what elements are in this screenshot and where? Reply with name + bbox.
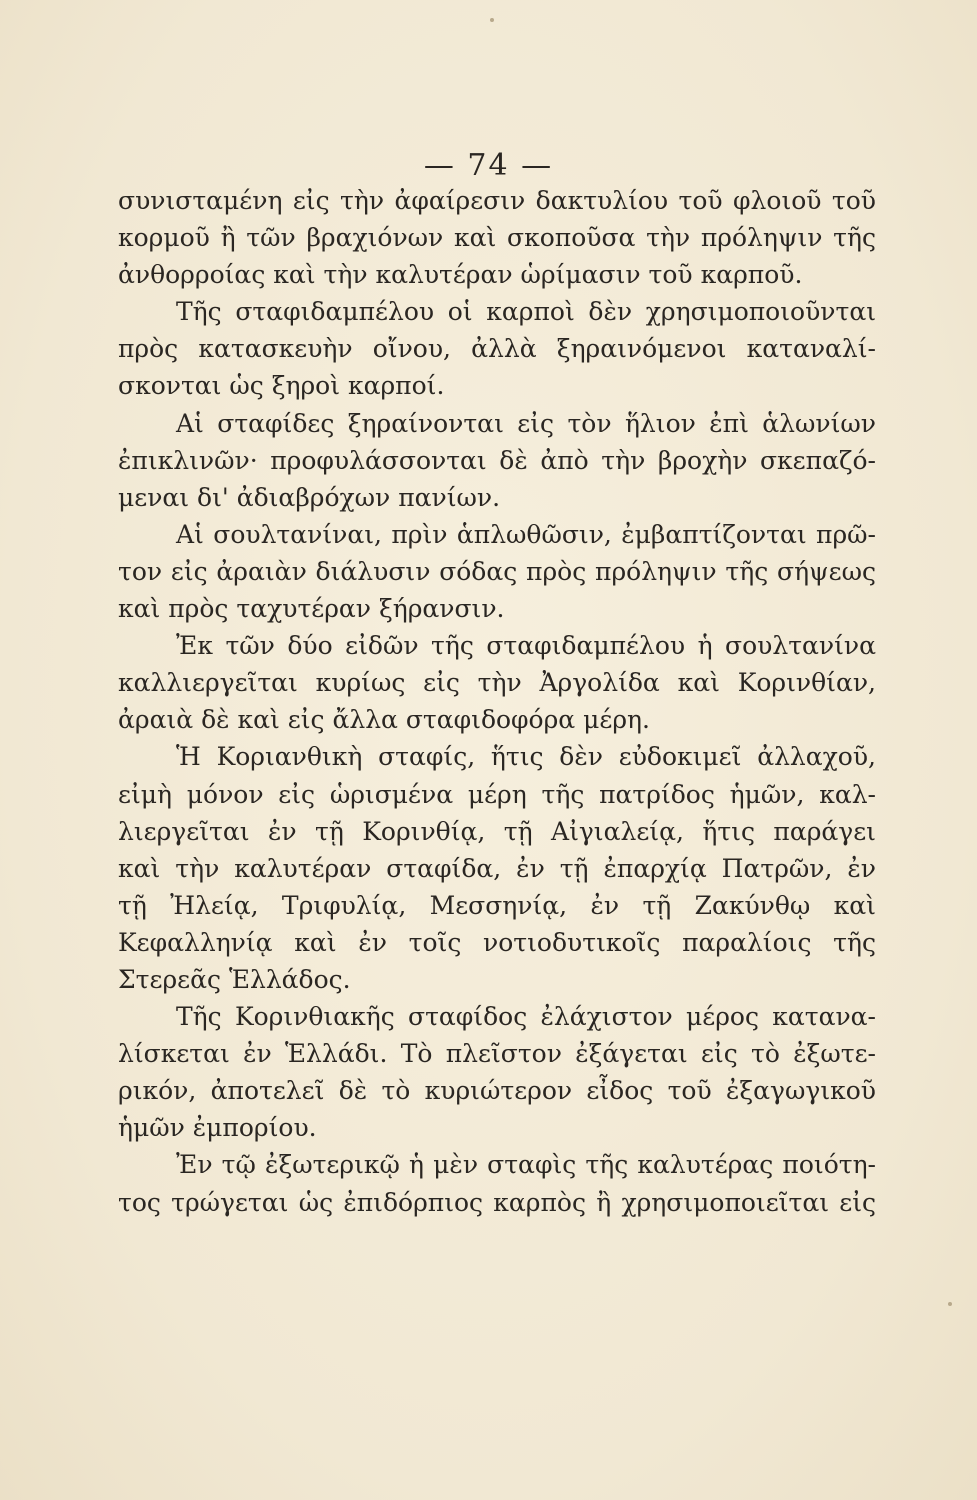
text-line: ρικόν, ἀποτελεῖ δὲ τὸ κυριώτερον εἶδος τοῦ ἐξαγωγικοῦ — [118, 1076, 876, 1106]
text-line: εἰμὴ μόνον εἰς ὡρισμένα μέρη τῆς πατρίδος ἡμῶν, καλ- — [118, 779, 876, 809]
text-line: Αἱ σταφίδες ξηραίνονται εἰς τὸν ἥλιον ἐπὶ ἁλωνίων — [176, 408, 876, 438]
paper-speck — [490, 18, 494, 22]
text-line: τον εἰς ἀραιὰν διάλυσιν σόδας πρὸς πρόληψιν τῆς σήψεως — [118, 556, 876, 586]
text-line: ἀνθορροίας καὶ τὴν καλυτέραν ὡρίμασιν τοῦ καρποῦ. — [118, 260, 803, 290]
text-line: λίσκεται ἐν Ἑλλάδι. Τὸ πλεῖστον ἐξάγεται εἰς τὸ ἐξωτε- — [118, 1039, 876, 1069]
text-line: καὶ πρὸς ταχυτέραν ξήρανσιν. — [118, 594, 505, 624]
text-line: καλλιεργεῖται κυρίως εἰς τὴν Ἀργολίδα καὶ Κορινθίαν, — [118, 668, 876, 698]
text-line: Ἐν τῷ ἐξωτερικῷ ἡ μὲν σταφὶς τῆς καλυτέρας ποιότη- — [176, 1150, 876, 1180]
text-line: Ἡ Κοριανθικὴ σταφίς, ἥτις δὲν εὐδοκιμεῖ ἀλλαχοῦ, — [176, 742, 876, 772]
paper-speck — [948, 1302, 952, 1306]
text-line: Στερεᾶς Ἑλλάδος. — [118, 964, 351, 994]
text-line: Τῆς σταφιδαμπέλου οἱ καρποὶ δὲν χρησιμοποιοῦνται — [176, 297, 876, 327]
text-line: κορμοῦ ἢ τῶν βραχιόνων καὶ σκοποῦσα τὴν πρόληψιν τῆς — [118, 223, 876, 253]
text-line: Ἐκ τῶν δύο εἰδῶν τῆς σταφιδαμπέλου ἡ σουλτανίνα — [176, 631, 876, 661]
text-line: συνισταμένη εἰς τὴν ἀφαίρεσιν δακτυλίου τοῦ φλοιοῦ τοῦ — [118, 186, 876, 215]
text-line: Τῆς Κορινθιακῆς σταφίδος ἐλάχιστον μέρος κατανα- — [176, 1002, 876, 1032]
text-line: ἡμῶν ἐμπορίου. — [118, 1113, 317, 1143]
text-line: καὶ τὴν καλυτέραν σταφίδα, ἐν τῇ ἐπαρχίᾳ Πατρῶν, ἐν — [118, 853, 876, 883]
text-line: τος τρώγεται ὡς ἐπιδόρπιος καρπὸς ἢ χρησιμοποιεῖται εἰς — [118, 1187, 876, 1217]
page-number: — 74 — — [423, 148, 554, 183]
text-line: Αἱ σουλτανίναι, πρὶν ἁπλωθῶσιν, ἐμβαπτίζονται πρῶ- — [176, 519, 876, 549]
text-line: λιεργεῖται ἐν τῇ Κορινθίᾳ, τῇ Αἰγιαλείᾳ, ἥτις παράγει — [118, 816, 876, 846]
text-line: ἀραιὰ δὲ καὶ εἰς ἄλλα σταφιδοφόρα μέρη. — [118, 705, 650, 735]
body-text — [118, 182, 876, 1221]
text-line: πρὸς κατασκευὴν οἴνου, ἀλλὰ ξηραινόμενοι καταναλί- — [118, 334, 876, 364]
text-line: τῇ Ἠλείᾳ, Τριφυλίᾳ, Μεσσηνίᾳ, ἐν τῇ Ζακύνθῳ καὶ — [118, 890, 876, 920]
text-line: Κεφαλληνίᾳ καὶ ἐν τοῖς νοτιοδυτικοῖς παραλίοις τῆς — [118, 927, 876, 957]
text-line: μεναι δι' ἀδιαβρόχων πανίων. — [118, 482, 501, 512]
text-line: ἐπικλινῶν· προφυλάσσονται δὲ ἀπὸ τὴν βροχὴν σκεπαζό- — [118, 445, 876, 475]
text-line: σκονται ὡς ξηροὶ καρποί. — [118, 371, 445, 401]
